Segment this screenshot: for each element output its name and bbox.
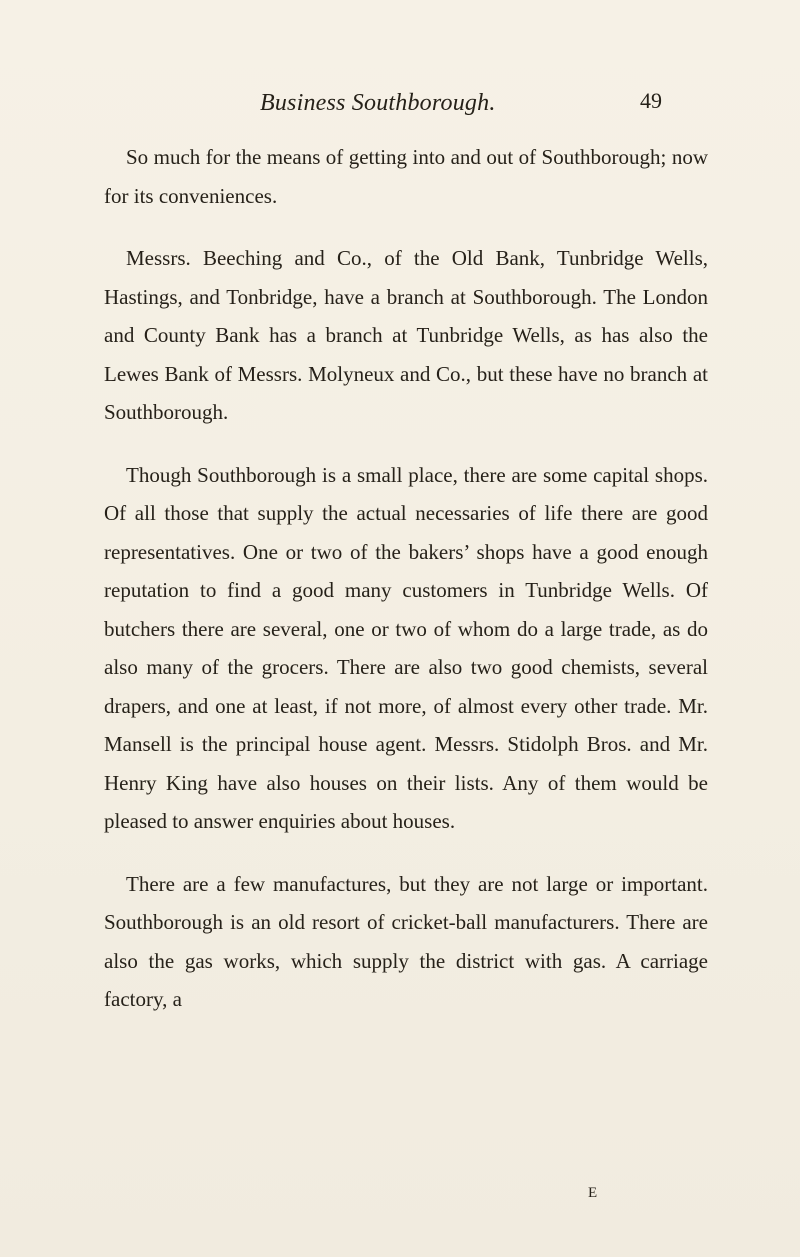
paragraph-manufactures: There are a few manufactures, but they are not large or important. Southborough is an old resort of cricket-ball manufacturers. There are also the gas works, which supply the district with gas. A carriage factory, a: [104, 871, 708, 1011]
paragraph-transport-summary: So much for the means of getting into and out of Southborough; now for its conveniences.: [104, 145, 708, 208]
body-text: [104, 138, 708, 1043]
page-number: 49: [640, 88, 662, 113]
paragraph-banks: Messrs. Beeching and Co., of the Old Bank, Tunbridge Wells, Hastings, and Tonbridge, have a branch at Southborough. The London and County Bank has a branch at Tunbridge Wells, as has also the Lewes Bank of Messrs. Molyneux and Co., but these have no branch at Southborough.: [104, 246, 708, 424]
running-head: [0, 90, 800, 126]
signature-mark: E: [588, 1185, 599, 1201]
running-title: Business Southborough.: [260, 90, 496, 116]
paragraph-shops: Though Southborough is a small place, there are some capital shops. Of all those that supply the actual necessaries of life there are good representatives. One or two of the bakers’ shops have a good enough reputation to find a good many customers in Tunbridge Wells. Of butchers there are several, one or two of whom do a large trade, as do also many of the grocers. There are also two good chemists, several drapers, and one at least, if not more, of almost every other trade. Mr. Mansell is the principal house agent. Messrs. Stidolph Bros. and Mr. Henry King have also houses on their lists. Any of them would be pleased to answer enquiries about houses.: [104, 462, 708, 833]
